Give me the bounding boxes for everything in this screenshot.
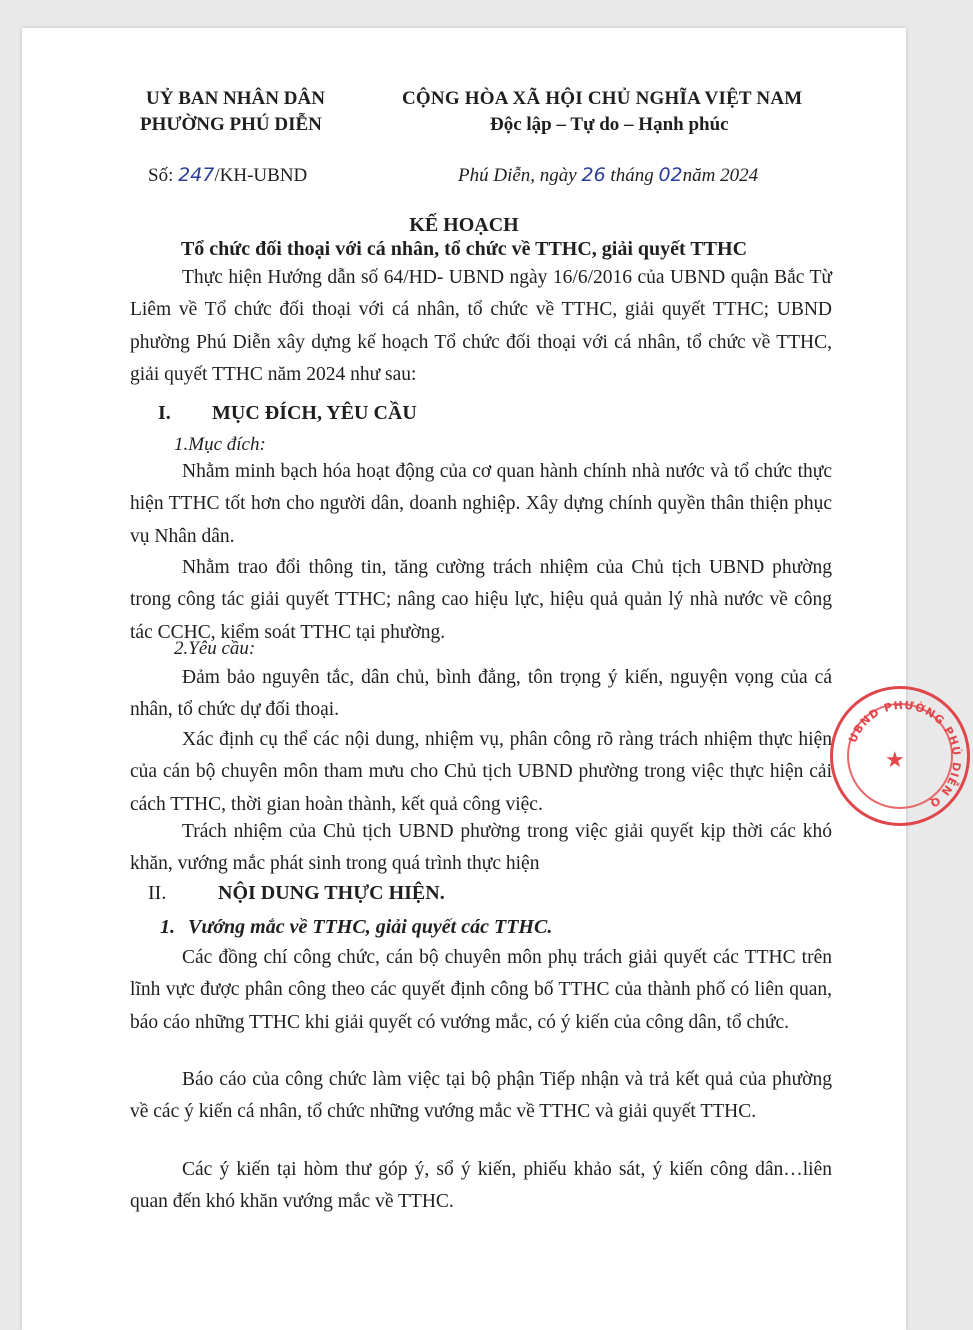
document-number-suffix: /KH-UBND bbox=[214, 165, 308, 186]
document-page bbox=[22, 28, 964, 1330]
subsection-purpose-label: 1.Mục đích: bbox=[174, 434, 266, 455]
document-number-handwritten: 247 bbox=[178, 164, 215, 186]
date-month-handwritten: 02 bbox=[658, 164, 683, 186]
content-paragraph-2 bbox=[130, 1064, 832, 1129]
nation-name: CỘNG HÒA XÃ HỘI CHỦ NGHĨA VIỆT NAM bbox=[402, 88, 803, 109]
official-seal-stamp bbox=[830, 686, 970, 826]
document-date bbox=[458, 164, 758, 187]
document-subtitle: Tổ chức đối thoại với cá nhân, tổ chức về TTHC, giải quyết TTHC bbox=[180, 238, 748, 260]
seal-ring-text: UBND PHƯỜNG PHÚ DIỄN Q bbox=[846, 698, 964, 811]
content-paragraph-3 bbox=[130, 1154, 832, 1219]
item1-number: 1. bbox=[160, 916, 175, 938]
requirements-paragraph-1 bbox=[130, 662, 832, 727]
purpose-text-2: Nhằm trao đổi thông tin, tăng cường trách nhiệm của Chủ tịch UBND phường trong công tác giải quyết TTHC; nâng cao hiệu lực, hiệu quả quản lý nhà nước về công tác CCHC, kiểm soát TTHC tại phường. bbox=[130, 557, 832, 643]
purpose-text-1: Nhằm minh bạch hóa hoạt động của cơ quan hành chính nhà nước và tổ chức thực hiện TTHC tốt hơn cho người dân, doanh nghiệp. Xây dựng chính quyền thân thiện phục vụ Nhân dân. bbox=[130, 461, 832, 547]
content-text-1: Các đồng chí công chức, cán bộ chuyên môn phụ trách giải quyết các TTHC trên lĩnh vực được phân công theo các quyết định công bố TTHC của thành phố có liên quan, báo cáo những TTHC khi giải quyết có vướng mắc, có ý kiến của công dân, tổ chức. bbox=[130, 947, 832, 1033]
section2-title: NỘI DUNG THỰC HIỆN. bbox=[218, 882, 445, 904]
nation-motto: Độc lập – Tự do – Hạnh phúc bbox=[490, 114, 729, 135]
content-paragraph-1 bbox=[130, 942, 832, 1039]
date-month-label: tháng bbox=[610, 165, 654, 186]
purpose-paragraph-1 bbox=[130, 456, 832, 553]
section1-number: I. bbox=[158, 402, 171, 424]
intro-paragraph bbox=[130, 262, 832, 391]
org-name-line2: PHƯỜNG PHÚ DIỄN bbox=[140, 114, 322, 135]
content-text-2: Báo cáo của công chức làm việc tại bộ phận Tiếp nhận và trả kết quả của phường về các ý kiến cá nhân, tổ chức những vướng mắc về TTHC và giải quyết TTHC. bbox=[130, 1069, 832, 1123]
seal-text-ring bbox=[833, 689, 973, 829]
requirements-paragraph-3 bbox=[130, 816, 832, 881]
subsection-requirements-label: 2.Yêu cầu: bbox=[174, 638, 256, 659]
item1-title: Vướng mắc về TTHC, giải quyết các TTHC. bbox=[188, 916, 553, 938]
document-number bbox=[148, 164, 307, 187]
section2-number: II. bbox=[148, 882, 167, 904]
requirements-text-3: Trách nhiệm của Chủ tịch UBND phường trong việc giải quyết kịp thời các khó khăn, vướng mắc phát sinh trong quá trình thực hiện bbox=[130, 821, 832, 875]
intro-text: Thực hiện Hướng dẫn số 64/HD- UBND ngày 16/6/2016 của UBND quận Bắc Từ Liêm về Tổ chức đối thoại với cá nhân, tổ chức về TTHC, giải quyết TTHC; UBND phường Phú Diễn xây dựng kế hoạch Tổ chức đối thoại với cá nhân, tổ chức về TTHC, giải quyết TTHC năm 2024 như sau: bbox=[130, 267, 832, 385]
requirements-text-1: Đảm bảo nguyên tắc, dân chủ, bình đẳng, tôn trọng ý kiến, nguyện vọng của cá nhân, tổ chức dự đối thoại. bbox=[130, 667, 832, 721]
svg-text:★: ★ bbox=[885, 748, 905, 773]
purpose-paragraph-2 bbox=[130, 552, 832, 649]
document-title: KẾ HOẠCH bbox=[409, 214, 519, 236]
section1-title: MỤC ĐÍCH, YÊU CẦU bbox=[212, 402, 417, 424]
requirements-paragraph-2 bbox=[130, 724, 832, 821]
org-name-line1: UỶ BAN NHÂN DÂN bbox=[146, 88, 325, 109]
requirements-text-2: Xác định cụ thể các nội dung, nhiệm vụ, phân công rõ ràng trách nhiệm thực hiện của cán bộ chuyên môn tham mưu cho Chủ tịch UBND phường trong việc thực hiện cải cách TTHC, thời gian hoàn thành, kết quả công việc. bbox=[130, 729, 832, 815]
date-day-handwritten: 26 bbox=[581, 164, 606, 186]
document-number-label: Số: bbox=[148, 165, 174, 186]
date-prefix: Phú Diễn, ngày bbox=[458, 165, 577, 186]
content-text-3: Các ý kiến tại hòm thư góp ý, sổ ý kiến, phiếu khảo sát, ý kiến công dân…liên quan đến khó khăn vướng mắc về TTHC. bbox=[130, 1159, 832, 1213]
date-year: năm 2024 bbox=[682, 165, 759, 186]
